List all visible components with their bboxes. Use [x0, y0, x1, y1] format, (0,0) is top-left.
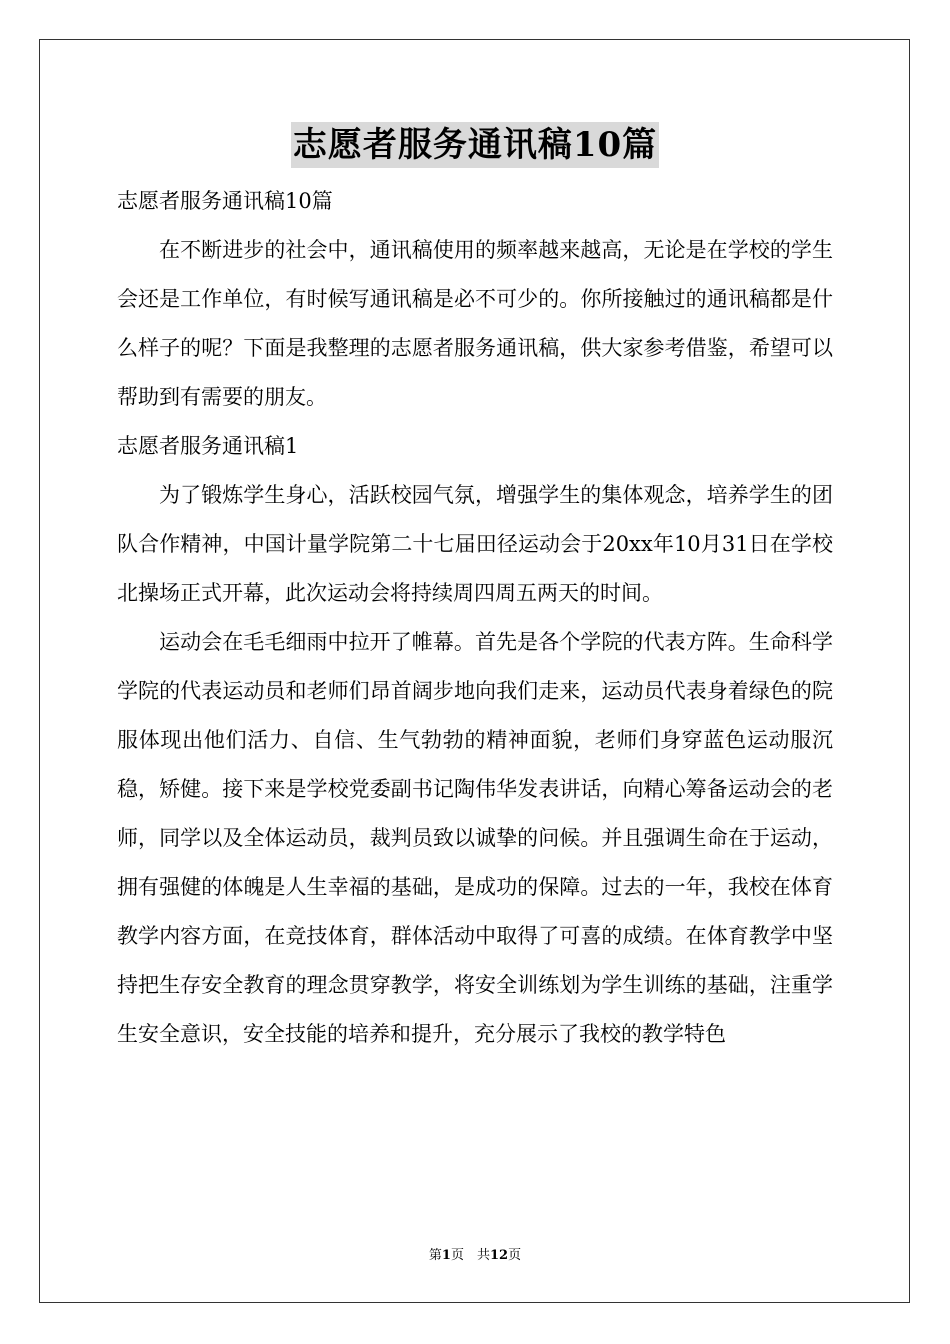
document-subtitle: 志愿者服务通讯稿10篇	[117, 189, 333, 213]
intro-paragraph: 在不断进步的社会中，通讯稿使用的频率越来越高，无论是在学校的学生会还是工作单位，有时候写通讯稿是必不可少的。你所接触过的通讯稿都是什么样子的呢？下面是我整理的志愿者服务通讯稿，供大家参考借鉴，希望可以帮助到有需要的朋友。	[117, 238, 833, 409]
document-body	[117, 177, 833, 1059]
footer-mid: 页 共	[450, 1248, 490, 1263]
document-title: 志愿者服务通讯稿10篇	[291, 122, 659, 168]
title-container	[0, 122, 950, 168]
page-footer	[0, 1247, 950, 1265]
footer-prefix: 第	[428, 1248, 442, 1263]
body-paragraph: 运动会在毛毛细雨中拉开了帷幕。首先是各个学院的代表方阵。生命科学学院的代表运动员和老师们昂首阔步地向我们走来，运动员代表身着绿色的院服体现出他们活力、自信、生气勃勃的精神面貌，老师们身穿蓝色运动服沉稳，矫健。接下来是学校党委副书记陶伟华发表讲话，向精心筹备运动会的老师，同学以及全体运动员，裁判员致以诚挚的问候。并且强调生命在于运动，拥有强健的体魄是人生幸福的基础，是成功的保障。过去的一年，我校在体育教学内容方面，在竞技体育，群体活动中取得了可喜的成绩。在体育教学中坚持把生存安全教育的理念贯穿教学，将安全训练划为学生训练的基础，注重学生安全意识，安全技能的培养和提升，充分展示了我校的教学特色	[117, 630, 833, 1046]
footer-suffix: 页	[508, 1248, 522, 1263]
total-page-number: 12	[489, 1248, 509, 1263]
section-heading: 志愿者服务通讯稿1	[117, 434, 299, 458]
body-paragraph: 为了锻炼学生身心，活跃校园气氛，增强学生的集体观念，培养学生的团队合作精神，中国计量学院第二十七届田径运动会于20xx年10月31日在学校北操场正式开幕，此次运动会将持续周四周五两天的时间。	[117, 483, 833, 605]
current-page-number: 1	[441, 1248, 451, 1263]
